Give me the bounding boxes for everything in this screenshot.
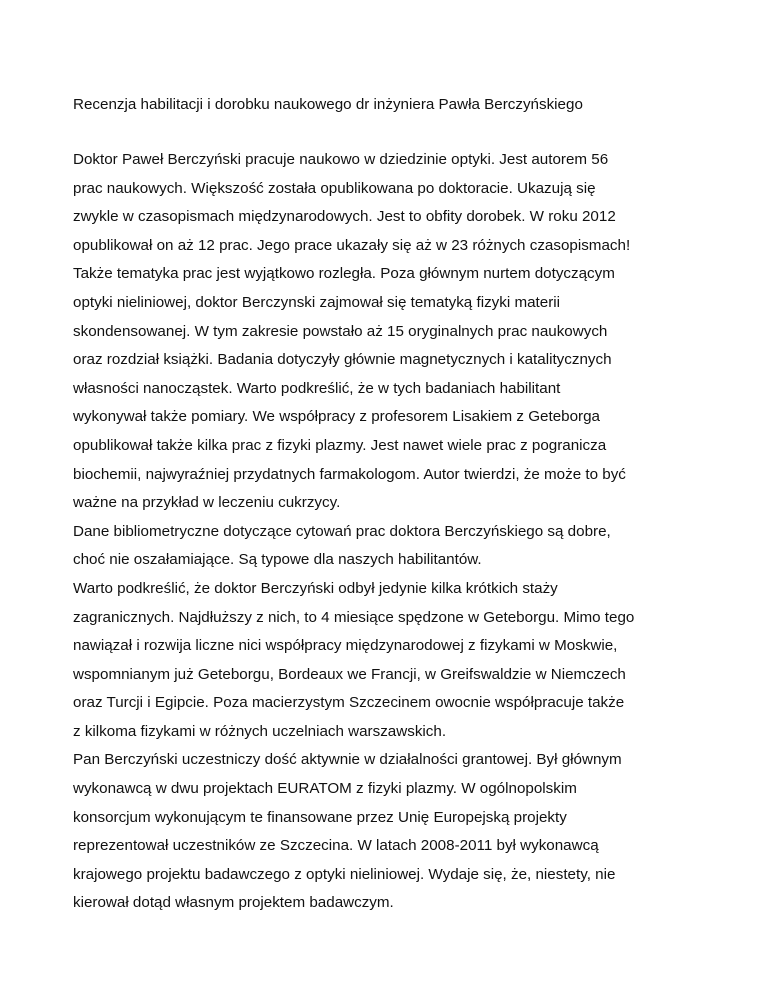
document-body [73,146,713,918]
body-line: biochemii, najwyraźniej przydatnych farmakologom. Autor twierdzi, że może to być [73,465,626,483]
body-line: własności nanocząstek. Warto podkreślić, że w tych badaniach habilitant [73,379,561,397]
body-line: Warto podkreślić, że doktor Berczyński odbył jedynie kilka krótkich staży [73,579,558,597]
body-line: krajowego projektu badawczego z optyki nieliniowej. Wydaje się, że, niestety, nie [73,865,616,883]
body-line: oraz rozdział książki. Badania dotyczyły głównie magnetycznych i katalitycznych [73,351,612,369]
body-line: Dane bibliometryczne dotyczące cytowań prac doktora Berczyńskiego są dobre, [73,522,611,540]
body-line: Doktor Paweł Berczyński pracuje naukowo w dziedzinie optyki. Jest autorem 56 [73,151,609,168]
body-line: opublikował on aż 12 prac. Jego prace ukazały się aż w 23 różnych czasopismach! [73,236,631,254]
body-line: oraz Turcji i Egipcie. Poza macierzystym Szczecinem owocnie współpracuje także [73,694,625,712]
body-line: choć nie oszałamiające. Są typowe dla naszych habilitantów. [73,551,482,569]
body-line: optyki nieliniowej, doktor Berczynski zajmował się tematyką fizyki materii [73,293,561,311]
body-line: z kilkoma fizykami w różnych uczelniach warszawskich. [73,722,447,740]
body-line: Także tematyka prac jest wyjątkowo rozległa. Poza głównym nurtem dotyczącym [73,265,615,283]
body-line: wspomnianym już Geteborgu, Bordeaux we Francji, w Greifswaldzie w Niemczech [73,665,626,683]
body-line: zagranicznych. Najdłuższy z nich, to 4 miesiące spędzone w Geteborgu. Mimo tego [73,608,635,626]
body-line: nawiązał i rozwija liczne nici współpracy międzynarodowej z fizykami w Moskwie, [73,637,618,655]
body-line: wykonywał także pomiary. We współpracy z profesorem Lisakiem z Geteborga [73,408,600,426]
body-line: zwykle w czasopismach międzynarodowych. Jest to obfity dorobek. W roku 2012 [73,208,616,226]
body-line: opublikował także kilka prac z fizyki plazmy. Jest nawet wiele prac z pogranicza [73,436,607,454]
body-line: prac naukowych. Większość została opublikowana po doktoracie. Ukazują się [73,179,596,197]
body-line: reprezentował uczestników ze Szczecina. W latach 2008-2011 był wykonawcą [73,837,599,855]
body-line: skondensowanej. W tym zakresie powstało aż 15 oryginalnych prac naukowych [73,322,608,340]
body-line: konsorcjum wykonującym te finansowane przez Unię Europejską projekty [73,808,567,826]
body-line: wykonawcą w dwu projektach EURATOM z fizyki plazmy. W ogólnopolskim [73,780,577,798]
document-title: Recenzja habilitacji i dorobku naukowego dr inżyniera Pawła Berczyńskiego [73,96,583,113]
body-line: kierował dotąd własnym projektem badawczym. [73,894,394,912]
body-line: Pan Berczyński uczestniczy dość aktywnie w działalności grantowej. Był głównym [73,751,622,769]
body-line: ważne na przykład w leczeniu cukrzycy. [73,494,341,512]
